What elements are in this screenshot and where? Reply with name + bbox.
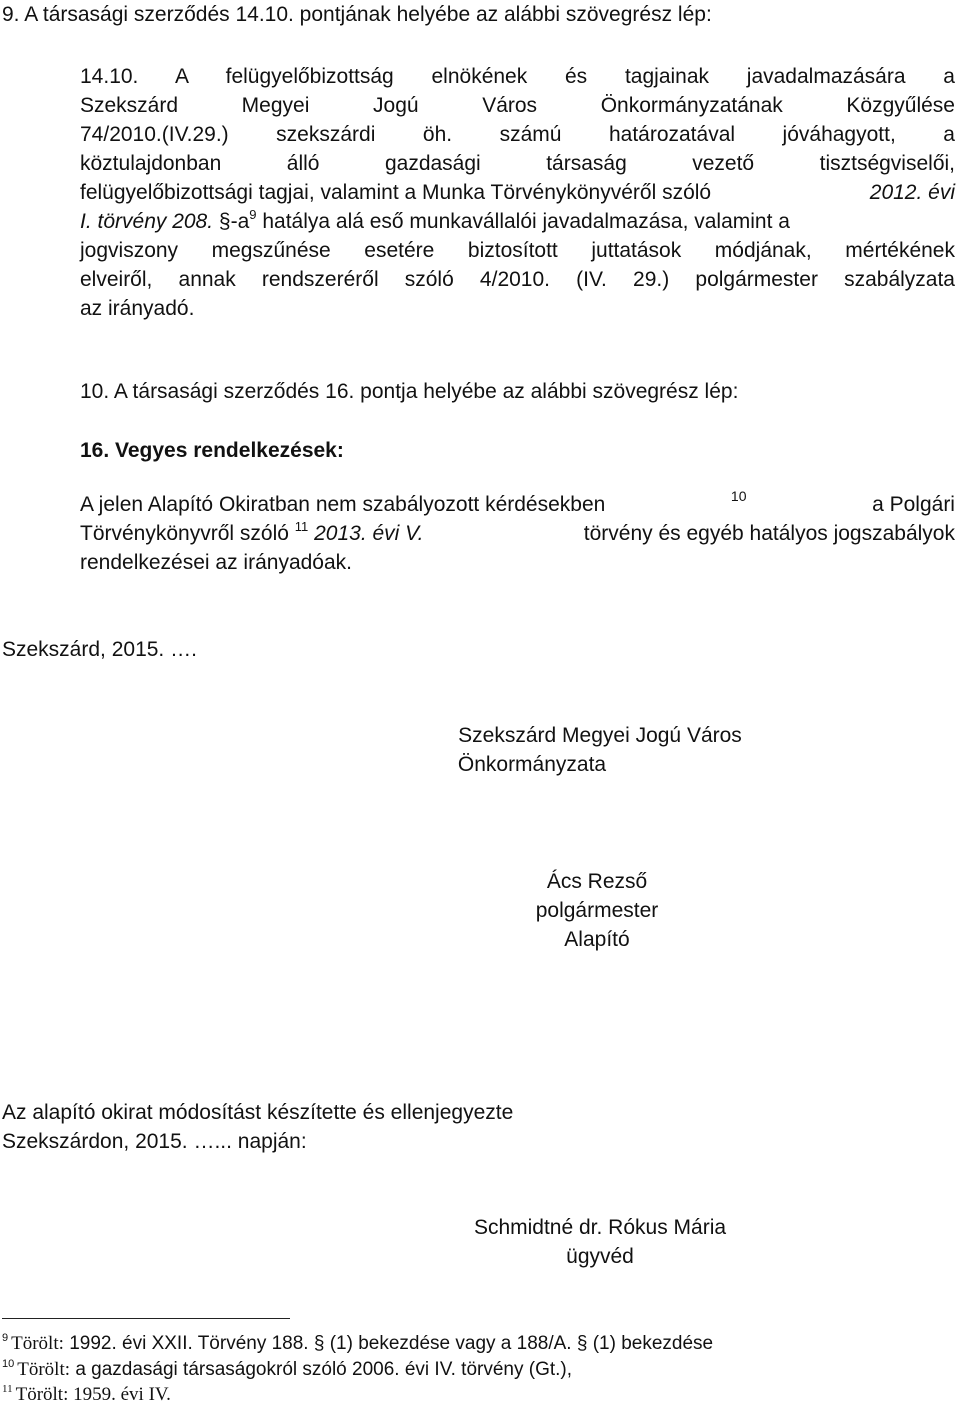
section-16-paragraph-line: rendelkezései az irányadóak. [80,551,352,574]
signature-org-line-1: Szekszárd Megyei Jogú Város [458,724,742,747]
section-9-paragraph-line: 14.10. A felügyelőbizottság elnökének és tagjainak javadalmazására a [80,65,955,88]
footnote-number: 10 [2,1358,15,1370]
section-9-paragraph-line: az irányadó. [80,297,195,320]
footnote-number: 9 [2,1332,9,1344]
prepared-line-2: Szekszárdon, 2015. …... napján: [2,1130,307,1153]
footnote-label: Törölt: [15,1384,69,1405]
place-date: Szekszárd, 2015. …. [2,638,197,661]
section-9-paragraph-line: jogviszony megszűnése esetére biztosított juttatások módjának, mértékének [80,239,955,262]
section-9-paragraph-line: elveiről, annak rendszeréről szóló 4/2010. (IV. 29.) polgármester szabályzata [80,268,955,291]
footnote-ref-10: 10 [730,488,747,504]
section-16-subheading: 16. Vegyes rendelkezések: [80,439,344,462]
section-9-line-text: hatálya alá eső munkavállalói javadalmazása, valamint a [256,210,790,233]
law-reference-italic: I. törvény 208. [80,210,214,233]
footnote-ref-9: 9 [249,207,257,222]
section-16-line-text [80,519,423,550]
lawyer-name: Schmidtné dr. Rókus Mária [473,1216,727,1239]
section-9-line-text: felügyelőbizottsági tagjai, valamint a Munka Törvénykönyvéről szóló [80,181,712,204]
footnote-text: 1959. évi IV. [73,1384,171,1405]
section-9-paragraph-line: 74/2010.(IV.29.) szekszárdi öh. számú határozatával jóváhagyott, a [80,123,955,146]
footnote-number: 11 [2,1383,13,1395]
signature-person-name: Ács Rezső [546,870,648,893]
law-reference-italic: 2013. évi V. [314,522,424,545]
section-10-heading: 10. A társasági szerződés 16. pontja helyébe az alábbi szövegrész lép: [80,380,739,403]
section-16-paragraph-line [80,519,955,550]
footnote-11 [2,1383,171,1409]
section-9-paragraph-line [80,178,955,207]
section-9-line-text: §-a [213,210,250,233]
footnote-label: Törölt: [17,1359,71,1380]
footnote-text: 1992. évi XXII. Törvény 188. § (1) bekezdése vagy a 188/A. § (1) bekezdése [69,1333,714,1354]
lawyer-title: ügyvéd [566,1245,634,1268]
section-16-line-text [731,490,747,521]
section-16-line-text: A jelen Alapító Okiratban nem szabályozott kérdésekben [80,493,606,516]
footnote-10 [2,1358,572,1384]
section-9-paragraph-line: köztulajdonban álló gazdasági társaság vezető tisztségviselői, [80,152,955,175]
section-9-heading: 9. A társasági szerződés 14.10. pontjának helyébe az alábbi szövegrész lép: [2,3,712,26]
section-16-line-text: törvény és egyéb hatályos jogszabályok [583,522,955,545]
footnote-9 [2,1332,713,1358]
law-reference-italic: 2012. évi [869,181,955,204]
signature-person-title: polgármester [535,899,659,922]
signature-org-line-2: Önkormányzata [457,753,607,776]
footnote-label: Törölt: [11,1333,64,1354]
section-9-paragraph-line: Szekszárd Megyei Jogú Város Önkormányzatának Közgyűlése [80,94,955,117]
section-9-paragraph-line [80,207,790,238]
footnote-text: a gazdasági társaságokról szóló 2006. évi IV. törvény (Gt.), [75,1359,573,1380]
section-16-text: Törvénykönyvről szóló [80,522,289,545]
section-16-paragraph-line [80,490,955,521]
prepared-line-1: Az alapító okirat módosítást készítette és ellenjegyezte [2,1101,514,1124]
footnote-ref-11: 11 [294,519,309,534]
footnote-separator [2,1318,290,1319]
section-16-line-text: a Polgári [872,493,955,516]
signature-person-role: Alapító [564,928,630,951]
